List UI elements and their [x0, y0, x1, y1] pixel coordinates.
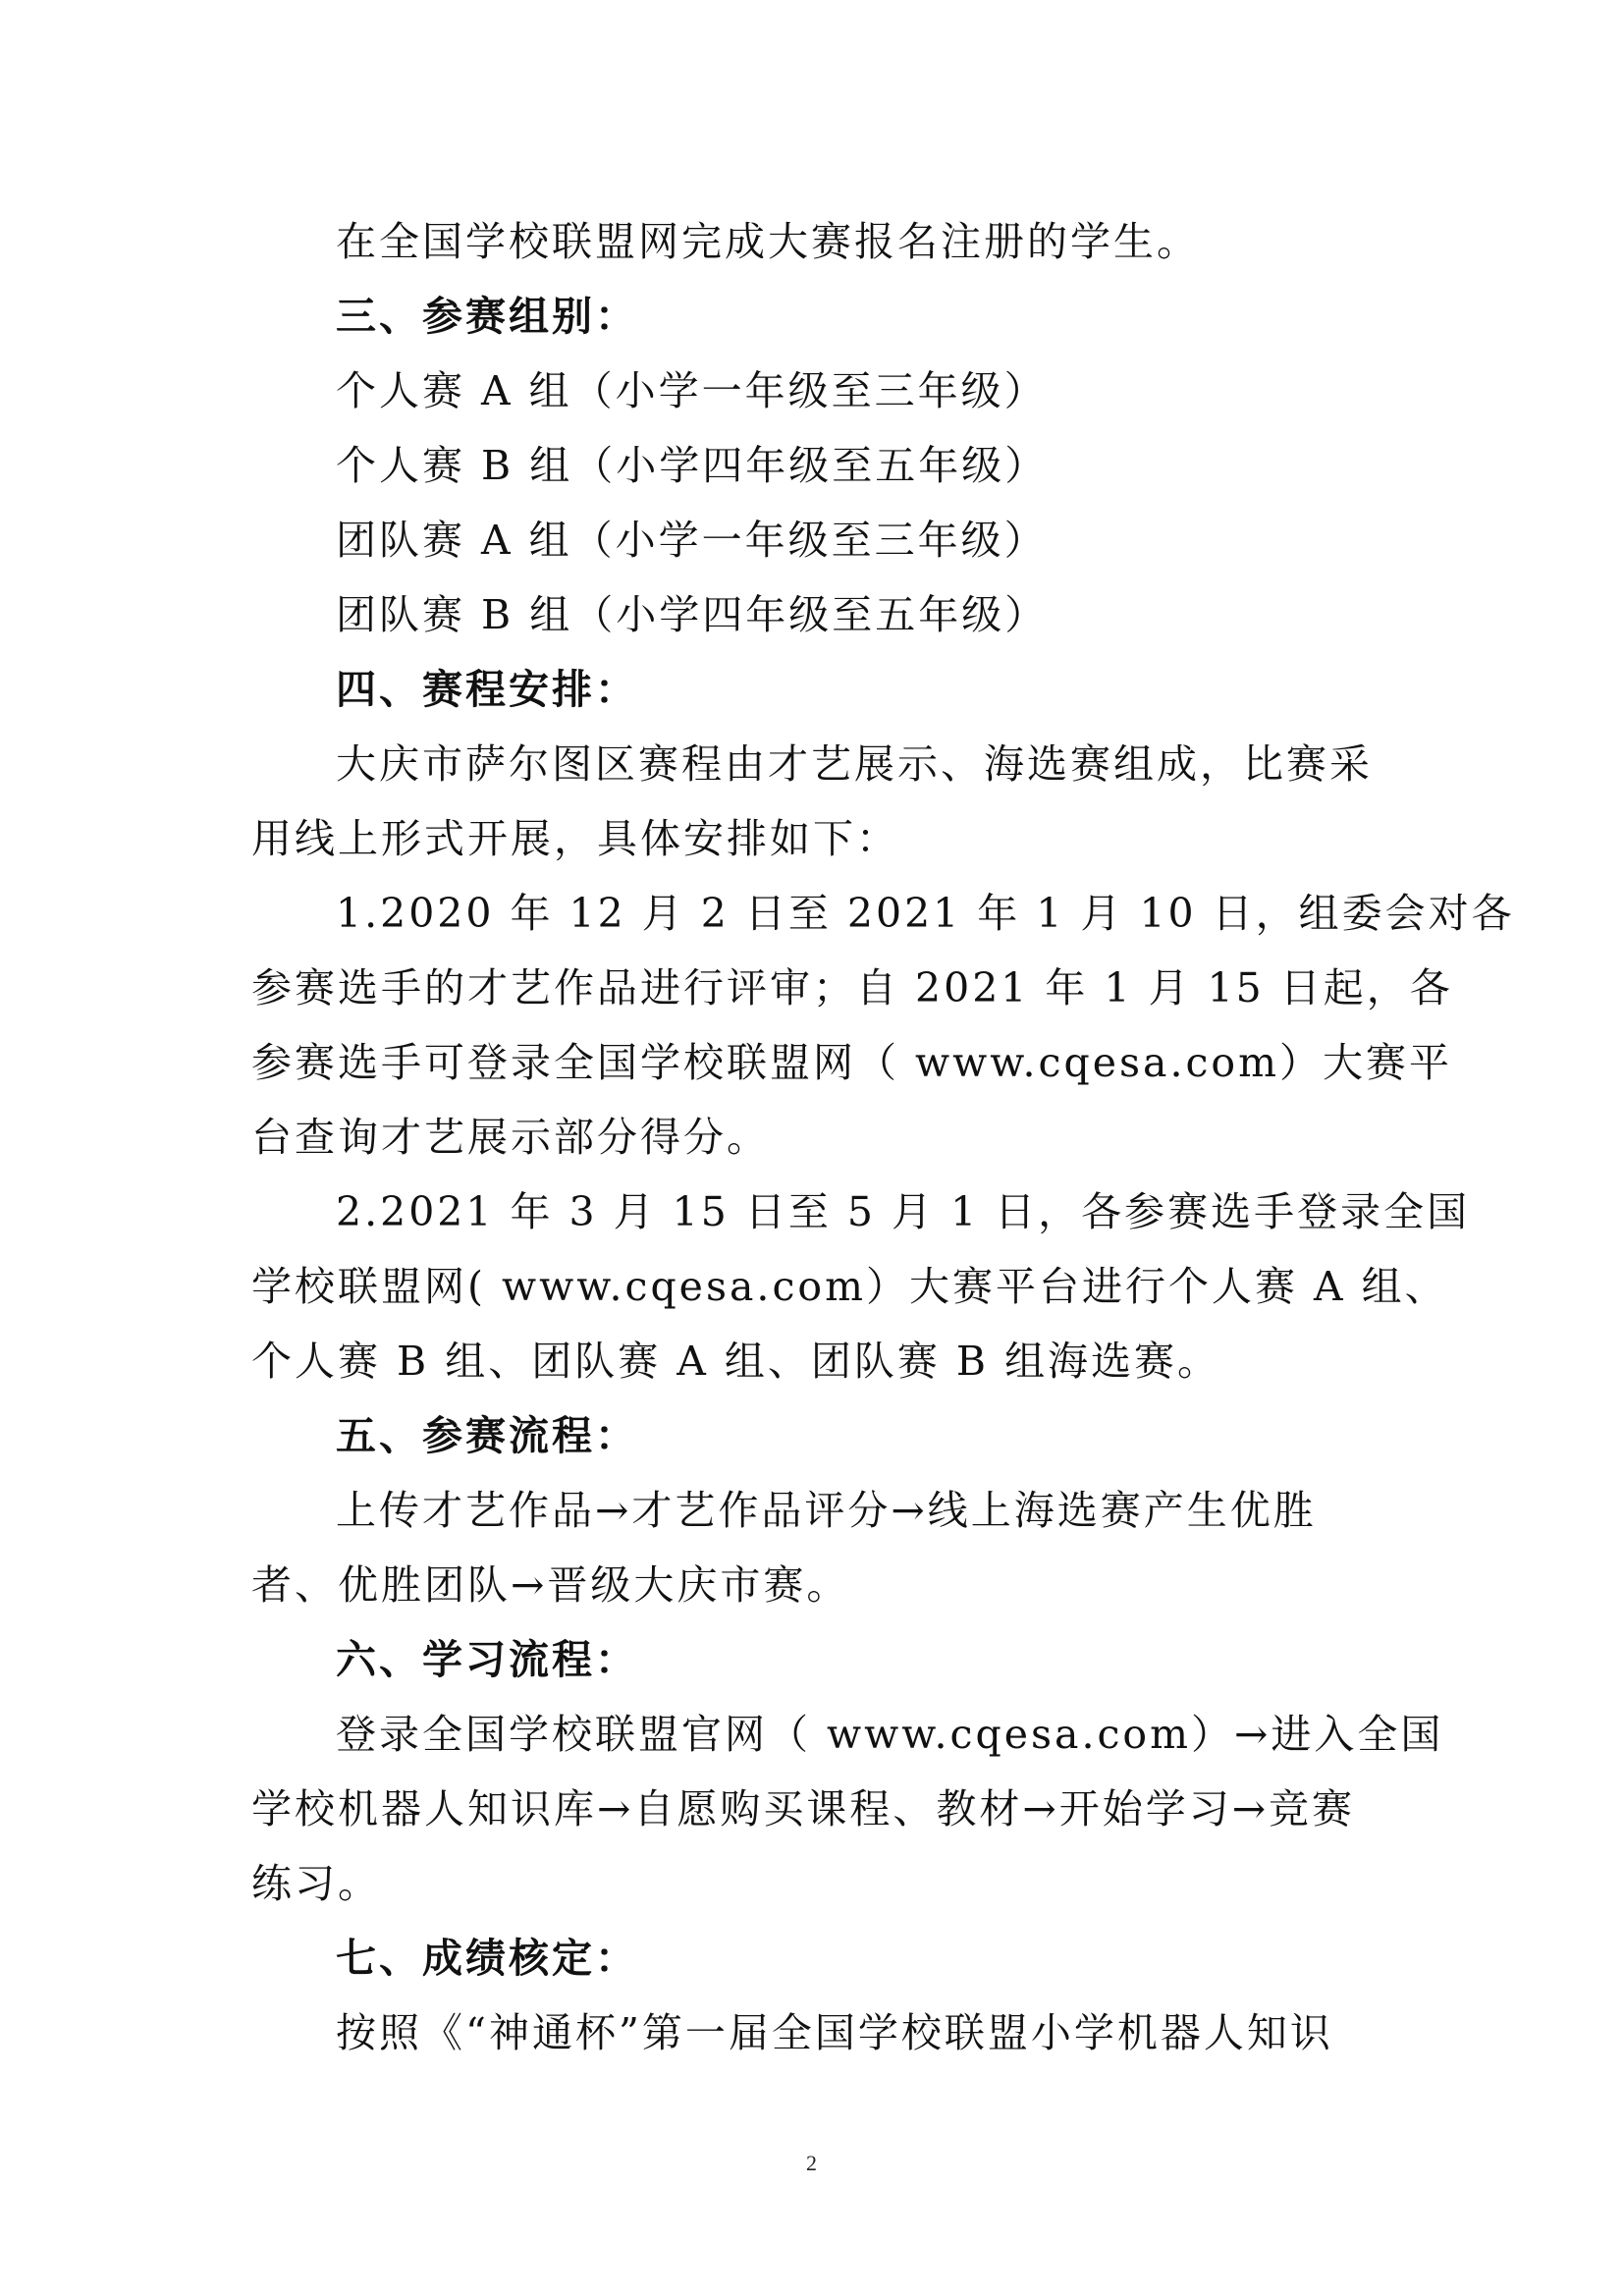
group-item: 个人赛 A 组（小学一年级至三年级） [336, 367, 1048, 414]
paragraph-line: 2.2021 年 3 月 15 日至 5 月 1 日，各参赛选手登录全国 [336, 1188, 1471, 1235]
paragraph-line: 者、优胜团队→晋级大庆市赛。 [251, 1561, 850, 1609]
group-item: 团队赛 B 组（小学四年级至五年级） [336, 591, 1049, 638]
document-body [251, 204, 1515, 2070]
paragraph-line: 按照《“神通杯”第一届全国学校联盟小学机器人知识 [336, 2009, 1333, 2056]
paragraph-line: 学校联盟网( www.cqesa.com）大赛平台进行个人赛 A 组、 [251, 1263, 1448, 1310]
paragraph-line: 练习。 [251, 1860, 381, 1907]
paragraph-line: 参赛选手的才艺作品进行评审；自 2021 年 1 月 15 日起，各 [251, 964, 1453, 1011]
section-heading-scores: 七、成绩核定： [336, 1935, 638, 1982]
group-item: 团队赛 A 组（小学一年级至三年级） [336, 517, 1048, 564]
paragraph-line: 台查询才艺展示部分得分。 [251, 1114, 770, 1161]
paragraph-line: 大庆市萨尔图区赛程由才艺展示、海选赛组成，比赛采 [336, 740, 1373, 788]
section-heading-schedule: 四、赛程安排： [336, 666, 638, 713]
paragraph-line: 1.2020 年 12 月 2 日至 2021 年 1 月 10 日，组委会对各 [336, 890, 1515, 937]
paragraph-line: 参赛选手可登录全国学校联盟网（ www.cqesa.com）大赛平 [251, 1039, 1452, 1086]
page-number: 2 [806, 2151, 817, 2175]
section-heading-learning: 六、学习流程： [336, 1636, 638, 1683]
paragraph-line: 学校机器人知识库→自愿购买课程、教材→开始学习→竞赛 [251, 1785, 1356, 1832]
section-heading-process: 五、参赛流程： [336, 1412, 638, 1459]
paragraph-line: 在全国学校联盟网完成大赛报名注册的学生。 [336, 218, 1200, 265]
section-heading-groups: 三、参赛组别： [336, 293, 638, 340]
paragraph-line: 上传才艺作品→才艺作品评分→线上海选赛产生优胜 [336, 1487, 1317, 1534]
paragraph-line: 登录全国学校联盟官网（ www.cqesa.com）→进入全国 [336, 1711, 1444, 1758]
group-item: 个人赛 B 组（小学四年级至五年级） [336, 442, 1049, 489]
paragraph-line: 用线上形式开展，具体安排如下： [251, 815, 899, 862]
paragraph-line: 个人赛 B 组、团队赛 A 组、团队赛 B 组海选赛。 [251, 1338, 1221, 1385]
